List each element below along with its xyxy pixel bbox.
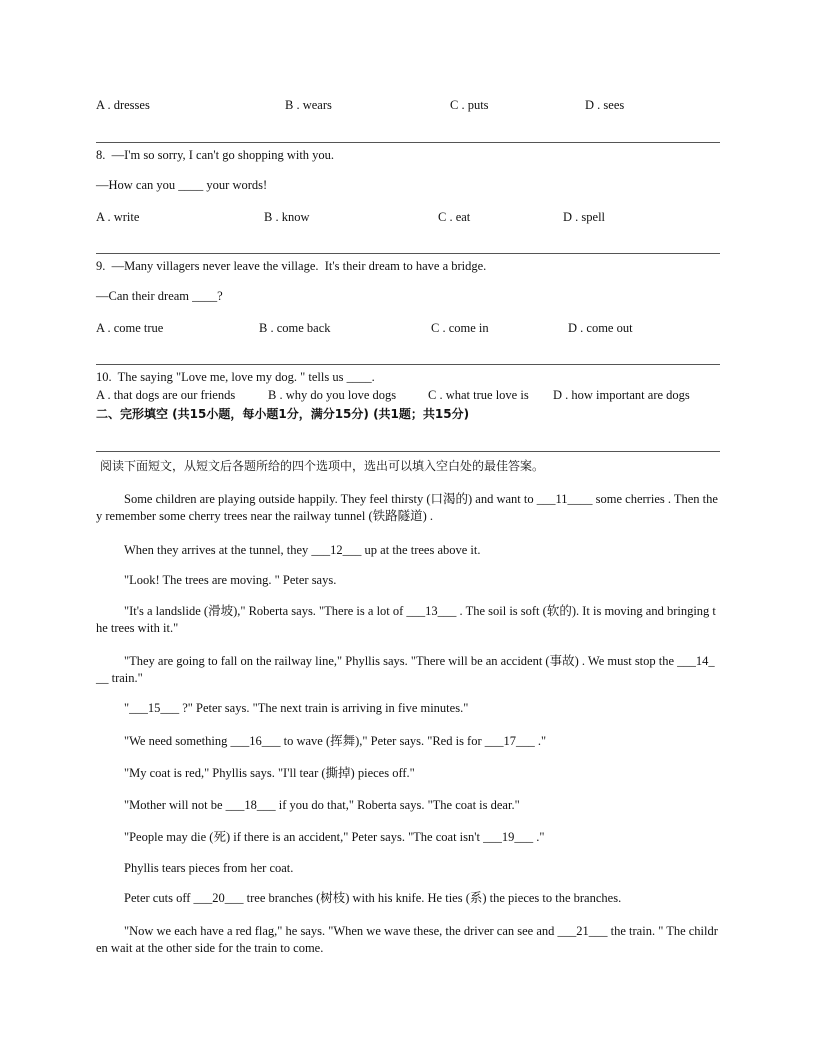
divider bbox=[96, 364, 720, 365]
passage-paragraph: "___15___ ?" Peter says. "The next train is arriving in five minutes." bbox=[124, 701, 469, 715]
q9-option-d: D . come out bbox=[568, 321, 633, 335]
passage-paragraph: "Look! The trees are moving. " Peter says. bbox=[124, 573, 337, 587]
q9-option-c: C . come in bbox=[431, 321, 489, 335]
q8-stem-line1: 8. —I'm so sorry, I can't go shopping with you. bbox=[96, 148, 335, 162]
divider bbox=[96, 253, 720, 254]
passage-paragraph: When they arrives at the tunnel, they ___12___ up at the trees above it. bbox=[124, 543, 481, 557]
divider bbox=[96, 142, 720, 143]
q10-option-c: C . what true love is bbox=[428, 388, 529, 402]
q10-option-a: A . that dogs are our friends bbox=[96, 388, 236, 402]
q8-option-c: C . eat bbox=[438, 210, 471, 224]
passage-paragraph: Some children are playing outside happily. They feel thirsty (口渴的) and want to ___11____ some cherries . Then they remember some cherry trees near the railway tunnel (铁路隧道) . bbox=[96, 492, 718, 523]
passage-paragraph: "Now we each have a red flag," he says. "When we wave these, the driver can see and ___21___ the train. " The children wait at the other side for the train to come. bbox=[96, 924, 718, 955]
passage-paragraph: Phyllis tears pieces from her coat. bbox=[124, 861, 294, 875]
q7-option-c: C . puts bbox=[450, 98, 489, 112]
q7-option-b: B . wears bbox=[285, 98, 332, 112]
passage-paragraph: "It's a landslide (滑坡)," Roberta says. "There is a lot of ___13___ . The soil is soft (软的). It is moving and bringing the trees with it." bbox=[96, 604, 716, 635]
q9-option-b: B . come back bbox=[259, 321, 331, 335]
passage-paragraph: Peter cuts off ___20___ tree branches (树枝) with his knife. He ties (系) the pieces to the branches. bbox=[124, 891, 622, 905]
q8-option-d: D . spell bbox=[563, 210, 606, 224]
passage-paragraph: "People may die (死) if there is an accident," Peter says. "The coat isn't ___19___ ." bbox=[124, 830, 545, 844]
section-instruction: 阅读下面短文，从短文后各题所给的四个选项中，选出可以填入空白处的最佳答案。 bbox=[100, 459, 545, 473]
passage-paragraph: "We need something ___16___ to wave (挥舞)," Peter says. "Red is for ___17___ ." bbox=[124, 734, 547, 748]
passage-paragraph: "They are going to fall on the railway line," Phyllis says. "There will be an accident (事故) . We must stop the ___14___ train." bbox=[96, 654, 715, 685]
q10-option-d: D . how important are dogs bbox=[553, 388, 690, 402]
q8-stem-line2: —How can you ____ your words! bbox=[96, 178, 268, 192]
q10-option-b: B . why do you love dogs bbox=[268, 388, 397, 402]
q7-option-d: D . sees bbox=[585, 98, 625, 112]
q9-stem-line2: —Can their dream ____? bbox=[96, 289, 223, 303]
q8-option-b: B . know bbox=[264, 210, 310, 224]
q7-option-a: A . dresses bbox=[96, 98, 150, 112]
q8-option-a: A . write bbox=[96, 210, 140, 224]
q9-stem-line1: 9. —Many villagers never leave the village. It's their dream to have a bridge. bbox=[96, 259, 487, 273]
passage-paragraph: "Mother will not be ___18___ if you do that," Roberta says. "The coat is dear." bbox=[124, 798, 520, 812]
passage-paragraph: "My coat is red," Phyllis says. "I'll tear (撕掉) pieces off." bbox=[124, 766, 415, 780]
q10-stem: 10. The saying "Love me, love my dog. " tells us ____. bbox=[96, 370, 375, 384]
section-heading: 二、完形填空 (共15小题，每小题1分，满分15分) (共1题；共15分) bbox=[96, 407, 470, 421]
q9-option-a: A . come true bbox=[96, 321, 164, 335]
divider bbox=[96, 451, 720, 452]
